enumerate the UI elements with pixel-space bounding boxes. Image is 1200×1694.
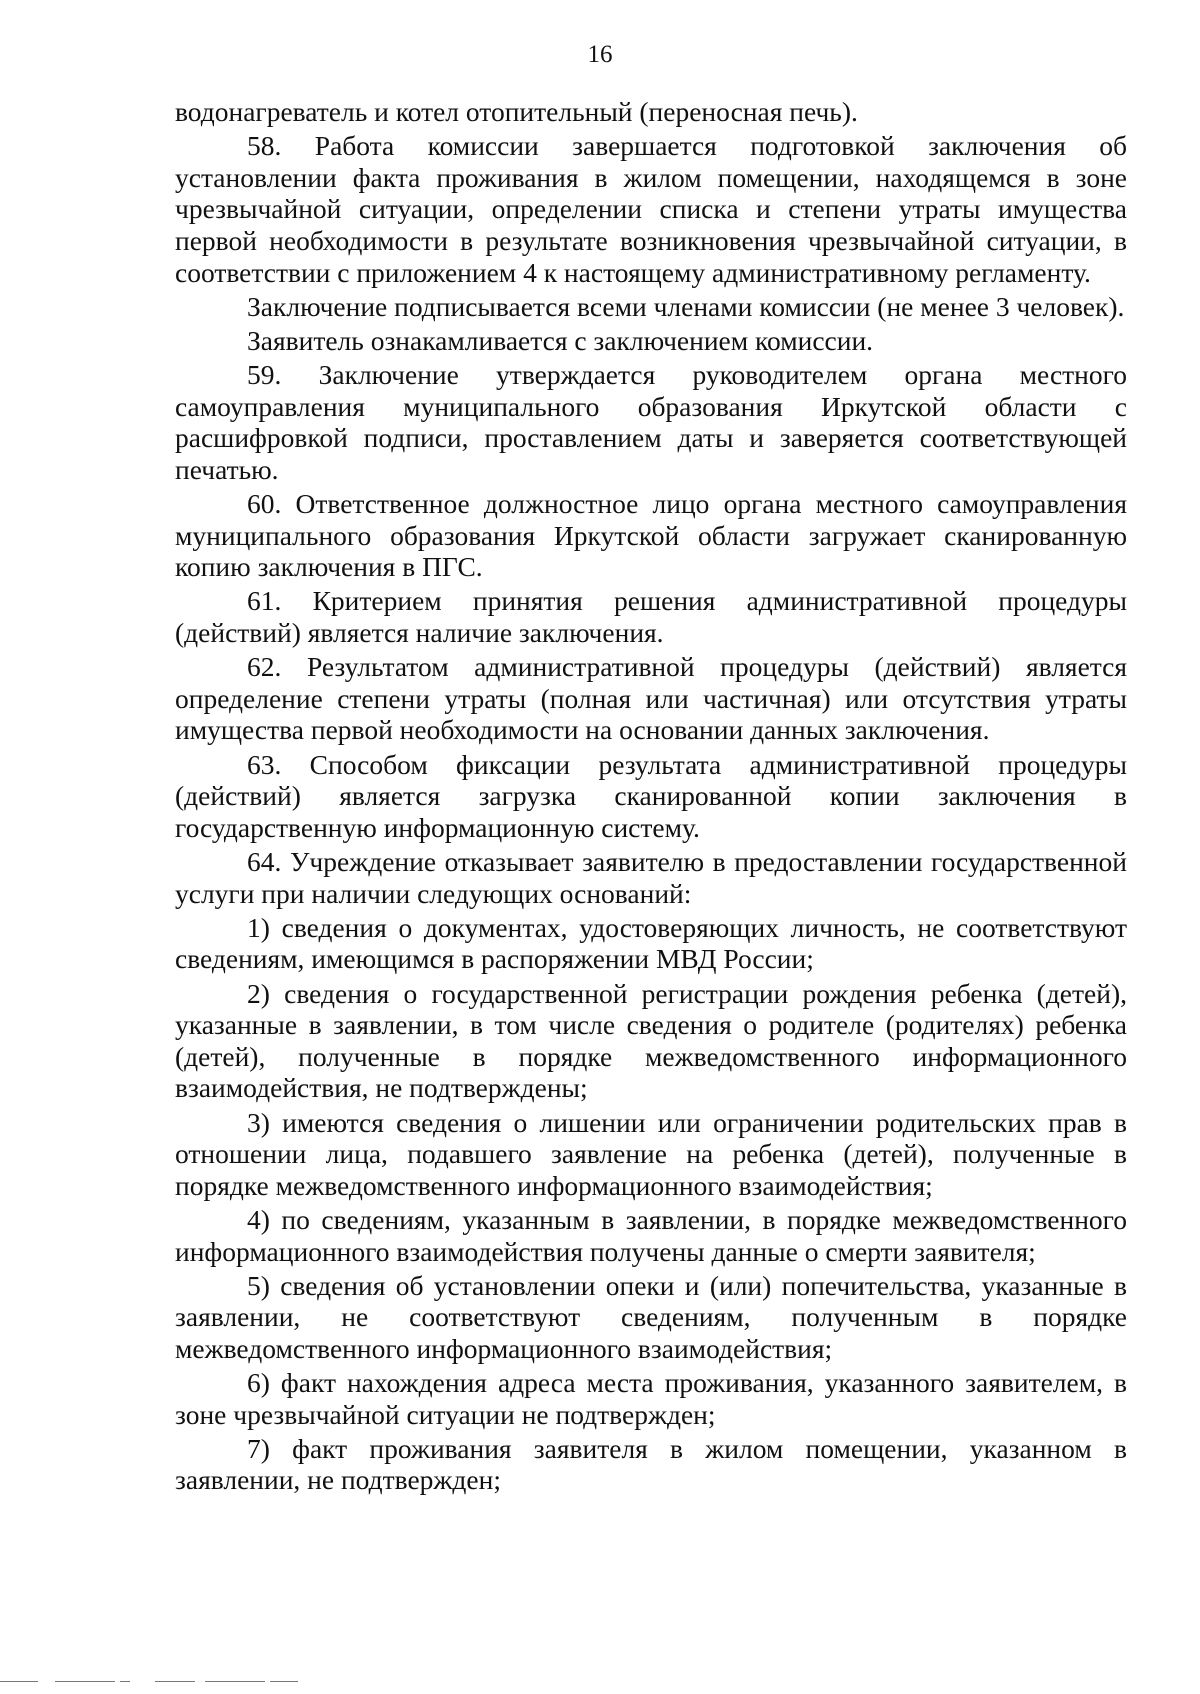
paragraph-item-58: 58. Работа комиссии завершается подготовкой заключения об установлении факта проживания в жилом помещении, находящемся в зоне чрезвычайной ситуации, определении списка и степени утраты имущества первой необходимости в результате возникновения чрезвычайной ситуации, в соответствии с приложением 4 к настоящему административному регламенту.: [175, 130, 1127, 288]
list-item-1: 1) сведения о документах, удостоверяющих личность, не соответствуют сведениям, имеющимся в распоряжении МВД России;: [175, 911, 1127, 975]
paragraph-item-63: 63. Способом фиксации результата административной процедуры (действий) является загрузка сканированной копии заключения в государственную информационную систему.: [175, 748, 1127, 843]
paragraph-item-64: 64. Учреждение отказывает заявителю в предоставлении государственной услуги при наличии следующих оснований:: [175, 846, 1127, 909]
paragraph-familiarization: Заявитель ознакамливается с заключением комиссии.: [247, 324, 874, 356]
paragraph-continuation: водонагреватель и котел отопительный (переносная печь).: [175, 96, 858, 127]
list-item-7: 7) факт проживания заявителя в жилом помещении, указанном в заявлении, не подтвержден;: [175, 1432, 1127, 1496]
paragraph-item-60: 60. Ответственное должностное лицо органа местного самоуправления муниципального образования Иркутской области загружает сканированную копию заключения в ПГС.: [175, 488, 1127, 583]
paragraph-signing: Заключение подписывается всеми членами комиссии (не менее 3 человек).: [247, 290, 1125, 322]
list-item-3: 3) имеются сведения о лишении или ограничении родительских прав в отношении лица, подавшего заявление на ребенка (детей), полученные в порядке межведомственного информационного взаимодействия;: [175, 1106, 1127, 1201]
list-item-5: 5) сведения об установлении опеки и (или) попечительства, указанные в заявлении, не соответствуют сведениям, полученным в порядке межведомственного информационного взаимодействия;: [175, 1269, 1127, 1364]
list-item-4: 4) по сведениям, указанным в заявлении, в порядке межведомственного информационного взаимодействия получены данные о смерти заявителя;: [175, 1203, 1127, 1267]
scan-artifact-lines: [0, 1681, 1200, 1687]
list-item-6: 6) факт нахождения адреса места проживания, указанного заявителем, в зоне чрезвычайной ситуации не подтвержден;: [175, 1367, 1127, 1430]
paragraph-item-62: 62. Результатом административной процедуры (действий) является определение степени утраты (полная или частичная) или отсутствия утраты имущества первой необходимости на основании данных заключения.: [175, 651, 1127, 746]
document-body: [175, 96, 1127, 1499]
list-item-2: 2) сведения о государственной регистрации рождения ребенка (детей), указанные в заявлении, в том числе сведения о родителе (родителях) ребенка (детей), полученные в порядке межведомственного информационного взаимодействия, не подтверждены;: [175, 977, 1127, 1104]
paragraph-item-61: 61. Критерием принятия решения административной процедуры (действий) является наличие заключения.: [175, 585, 1127, 649]
paragraph-item-59: 59. Заключение утверждается руководителем органа местного самоуправления муниципального образования Иркутской области с расшифровкой подписи, проставлением даты и заверяется соответствующей печатью.: [175, 359, 1127, 485]
page-number: 16: [587, 41, 613, 68]
